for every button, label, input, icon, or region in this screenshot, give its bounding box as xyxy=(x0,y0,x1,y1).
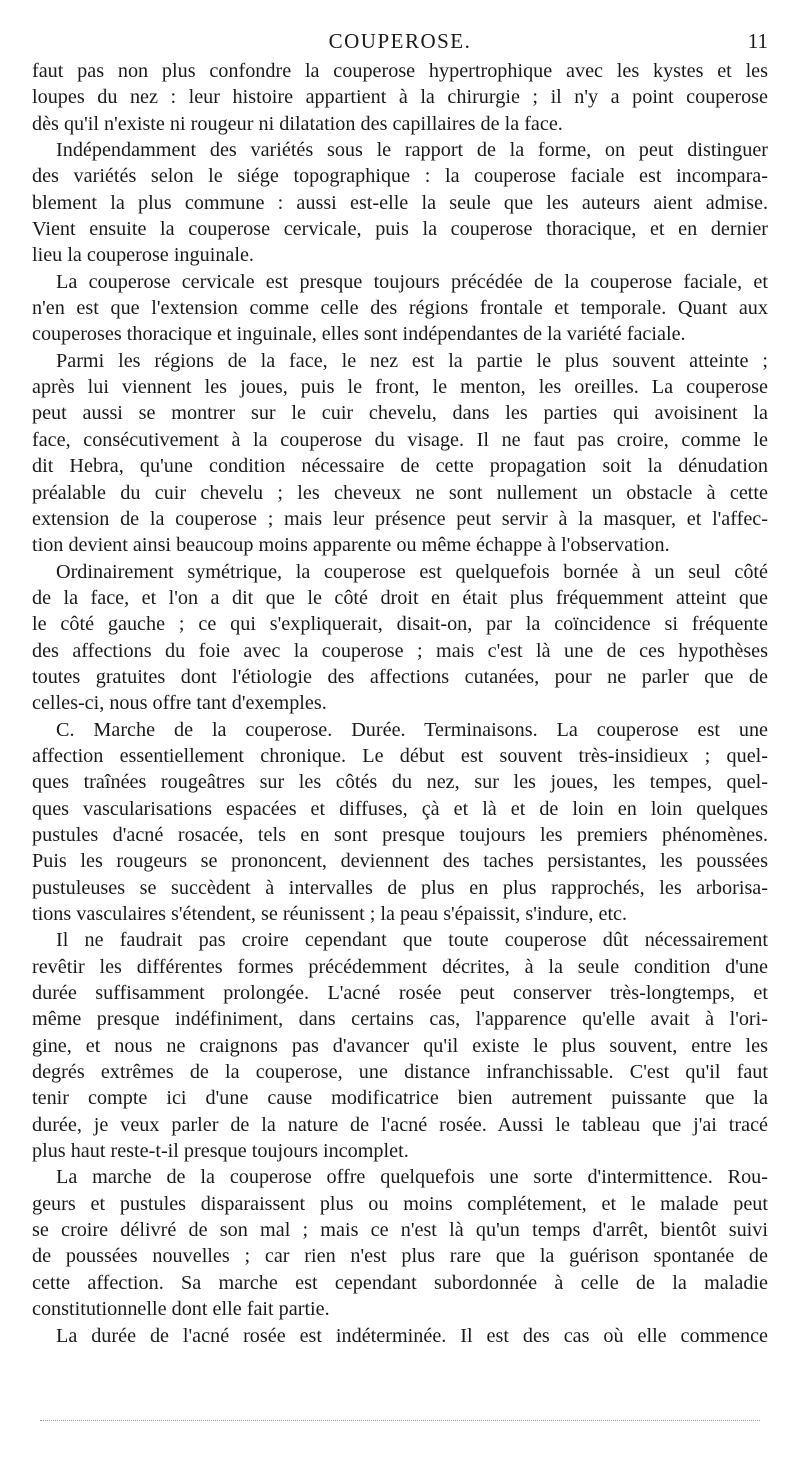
text-line: La durée de l'acné rosée est indéterminée. Il est des cas où elle commence xyxy=(56,1324,768,1347)
text-line: Il ne faudrait pas croire cependant que toute couperose dût nécessairement xyxy=(56,929,768,952)
text-line: Indépendamment des variétés sous le rapport de la forme, on peut distinguer xyxy=(56,139,768,162)
text-line: durée suffisamment prolongée. L'acné rosée peut conserver très-longtemps, et xyxy=(32,982,768,1005)
text-line: le côté gauche ; ce qui s'expliquerait, disait-on, par la coïncidence si fréquente xyxy=(32,613,768,636)
text-line: plus haut reste-t-il presque toujours incomplet. xyxy=(32,1140,409,1163)
text-line: tenir compte ici d'une cause modificatrice bien autrement puissante que la xyxy=(32,1087,768,1110)
text-line: faut pas non plus confondre la couperose hypertrophique avec les kystes et les xyxy=(32,60,768,82)
section-heading-line: C. Marche de la couperose. Durée. Terminaisons. La couperose est une xyxy=(56,718,768,741)
text-line: Parmi les régions de la face, le nez est la partie le plus souvent atteinte ; xyxy=(56,349,768,372)
text-line: extension de la couperose ; mais leur présence peut servir à la masquer, et l'affec- xyxy=(32,507,768,530)
text-line: peut aussi se montrer sur le cuir chevelu, dans les parties qui avoisinent la xyxy=(32,402,768,425)
text-line: celles-ci, nous offre tant d'exemples. xyxy=(32,692,327,715)
text-line: pustules d'acné rosacée, tels en sont presque toujours les premiers phénomènes. xyxy=(32,823,768,846)
text-line: toutes gratuites dont l'étiologie des affections cutanées, pour ne parler que de xyxy=(32,665,768,688)
text-line: constitutionnelle dont elle fait partie. xyxy=(32,1298,330,1321)
text-line: tion devient ainsi beaucoup moins apparente ou même échappe à l'observation. xyxy=(32,534,670,557)
running-title: COUPEROSE. xyxy=(328,29,472,53)
text-line: pustuleuses se succèdent à intervalles de plus en plus rapprochés, les arborisa- xyxy=(32,876,768,899)
text-line: La couperose cervicale est presque toujours précédée de la couperose faciale, et xyxy=(56,270,768,293)
text-line: Ordinairement symétrique, la couperose est quelquefois bornée à un seul côté xyxy=(56,560,768,583)
text-line: revêtir les différentes formes précédemment décrites, à la seule condition d'une xyxy=(32,955,768,978)
text-line: geurs et pustules disparaissent plus ou moins complétement, et le malade peut xyxy=(32,1192,768,1215)
text-line: Vient ensuite la couperose cervicale, puis la couperose thoracique, et en dernier xyxy=(32,218,768,241)
text-line: de la face, et l'on a dit que le côté droit en était plus fréquemment atteint que xyxy=(32,586,768,609)
text-line: durée, je veux parler de la nature de l'acné rosée. Aussi le tableau que j'ai tracé xyxy=(32,1113,768,1136)
text-line: blement la plus commune : aussi est-elle la seule que les auteurs aient admise. xyxy=(32,191,768,214)
text-line: se croire délivré de son mal ; mais ce n'est là qu'un temps d'arrêt, bientôt suivi xyxy=(32,1219,768,1242)
text-line: même presque indéfiniment, dans certains cas, l'apparence qu'elle avait à l'ori- xyxy=(32,1008,768,1031)
text-line: lieu la couperose inguinale. xyxy=(32,244,254,267)
text-line: ques traînées rougeâtres sur les côtés du nez, sur les joues, les tempes, quel- xyxy=(32,771,768,794)
text-line: loupes du nez : leur histoire appartient à la chirurgie ; il n'y a point couperose xyxy=(32,86,768,109)
text-line: tions vasculaires s'étendent, se réunissent ; la peau s'épaissit, s'indure, etc. xyxy=(32,903,628,925)
text-line: Puis les rougeurs se prononcent, deviennent des taches persistantes, les poussées xyxy=(32,850,768,873)
text-line: couperoses thoracique et inguinale, elles sont indépendantes de la variété faciale. xyxy=(32,323,686,346)
running-header xyxy=(32,28,768,54)
text-line: des variétés selon le siége topographique : la couperose faciale est incompara- xyxy=(32,165,768,188)
text-line: cette affection. Sa marche est cependant subordonnée à celle de la maladie xyxy=(32,1271,768,1294)
text-line: dit Hebra, qu'une condition nécessaire de cette propagation soit la dénudation xyxy=(32,455,768,478)
text-line: face, consécutivement à la couperose du visage. Il ne faut pas croire, comme le xyxy=(32,428,768,451)
text-line: ques vascularisations espacées et diffuses, çà et là et de loin en loin quelques xyxy=(32,797,768,820)
text-line: La marche de la couperose offre quelquefois une sorte d'intermittence. Rou- xyxy=(56,1166,768,1189)
text-line: après lui viennent les joues, puis le front, le menton, les oreilles. La couperose xyxy=(32,376,768,399)
text-line: degrés extrêmes de la couperose, une distance infranchissable. C'est qu'il faut xyxy=(32,1061,768,1084)
page-number: 11 xyxy=(747,29,768,53)
body-text xyxy=(32,58,768,1349)
text-line: n'en est que l'extension comme celle des régions frontale et temporale. Quant aux xyxy=(32,297,768,320)
text-line: des affections du foie avec la couperose ; mais c'est là une de ces hypothèses xyxy=(32,639,768,662)
text-line: dès qu'il n'existe ni rougeur ni dilatation des capillaires de la face. xyxy=(32,112,563,135)
text-line: de poussées nouvelles ; car rien n'est plus rare que la guérison spontanée de xyxy=(32,1245,768,1268)
text-line: affection essentiellement chronique. Le début est souvent très-insidieux ; quel- xyxy=(32,744,768,767)
text-line: préalable du cuir chevelu ; les cheveux ne sont nullement un obstacle à cette xyxy=(32,481,768,504)
bottom-divider xyxy=(40,1420,760,1421)
text-line: gine, et nous ne craignons pas d'avancer qu'il existe le plus souvent, entre les xyxy=(32,1034,768,1057)
